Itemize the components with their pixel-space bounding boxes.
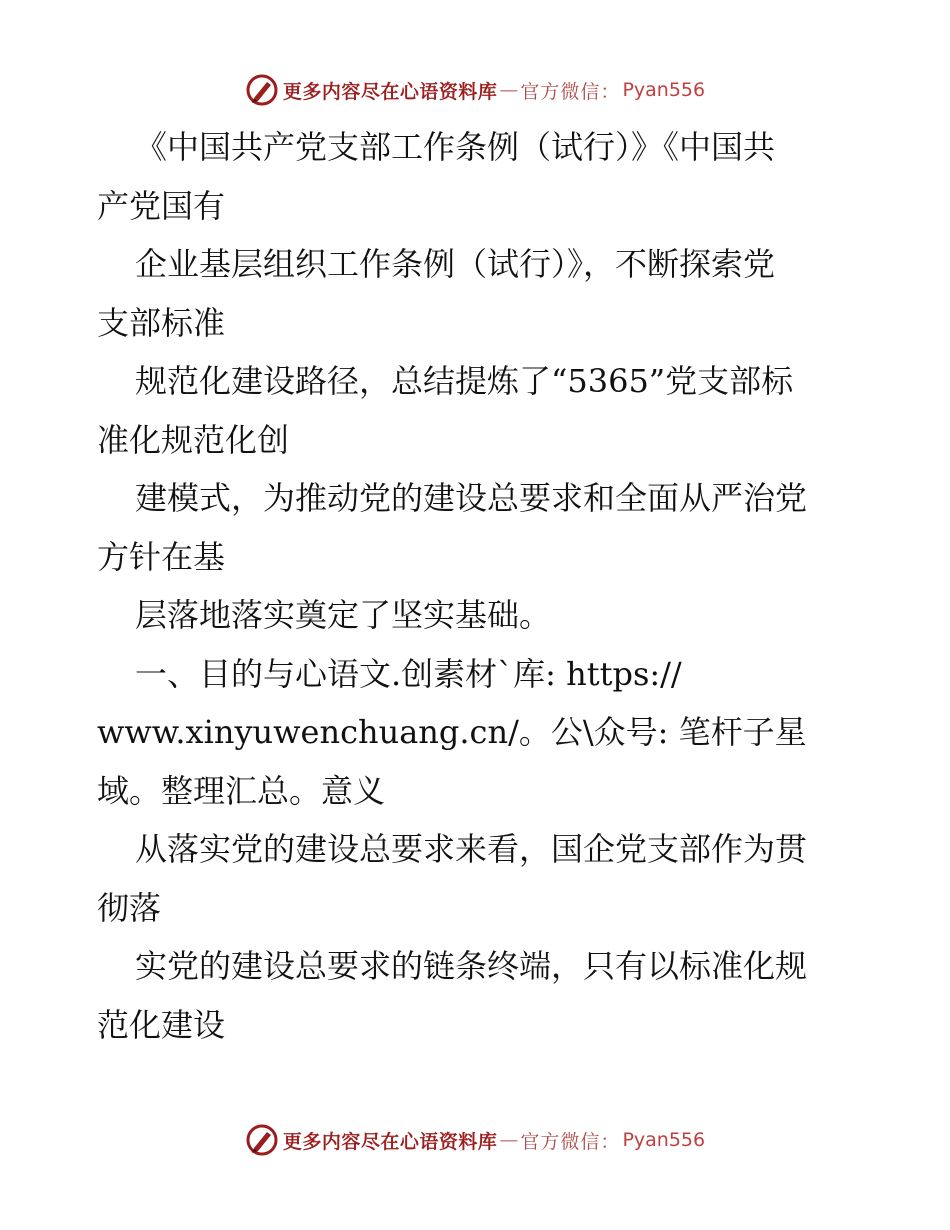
header-contact-label: 官方微信： (520, 80, 621, 103)
document-body (97, 118, 857, 1054)
text-line: 《中国共产党支部工作条例（试行）》《中国共 (135, 128, 776, 166)
footer-banner (0, 1120, 950, 1160)
text-line: www.xinyuwenchuang.cn/。公\众号: 笔杆子星 (97, 713, 807, 751)
text-line: 企业基层组织工作条例（试行）》，不断探索党 (135, 245, 776, 283)
text-line: 域。整理汇总。意义 (97, 771, 386, 810)
text-line: 一、目的与心语文.创素材`库: https:// (135, 654, 682, 693)
text-line: 彻落 (97, 888, 162, 927)
footer-brand-text: 更多内容尽在心语资料库 (282, 1130, 498, 1153)
footer-contact-id: Pyan556 (622, 1129, 706, 1151)
text-line: 方针在基 (97, 537, 226, 576)
text-line: 规范化建设路径，总结提炼了“5365”党支部标 (135, 362, 794, 400)
text-line: 建模式，为推动党的建设总要求和全面从严治党 (135, 479, 808, 517)
text-line: 范化建设 (97, 1005, 226, 1044)
footer-contact-label: 官方微信： (520, 1130, 621, 1153)
header-brand-text: 更多内容尽在心语资料库 (282, 80, 498, 103)
text-line: 从落实党的建设总要求来看，国企党支部作为贯 (135, 830, 808, 868)
text-line: 准化规范化创 (97, 420, 290, 459)
text-line: 产党国有 (97, 186, 226, 225)
header-dash: — (499, 79, 519, 101)
footer-dash: — (499, 1129, 519, 1151)
header-contact-id: Pyan556 (622, 79, 706, 101)
header-banner (0, 70, 950, 110)
pen-logo-icon (245, 1123, 279, 1157)
text-line: 支部标准 (97, 303, 226, 342)
pen-logo-icon (245, 73, 279, 107)
text-line: 实党的建设总要求的链条终端，只有以标准化规 (135, 947, 808, 985)
text-line: 层落地落实奠定了坚实基础。 (135, 596, 552, 634)
